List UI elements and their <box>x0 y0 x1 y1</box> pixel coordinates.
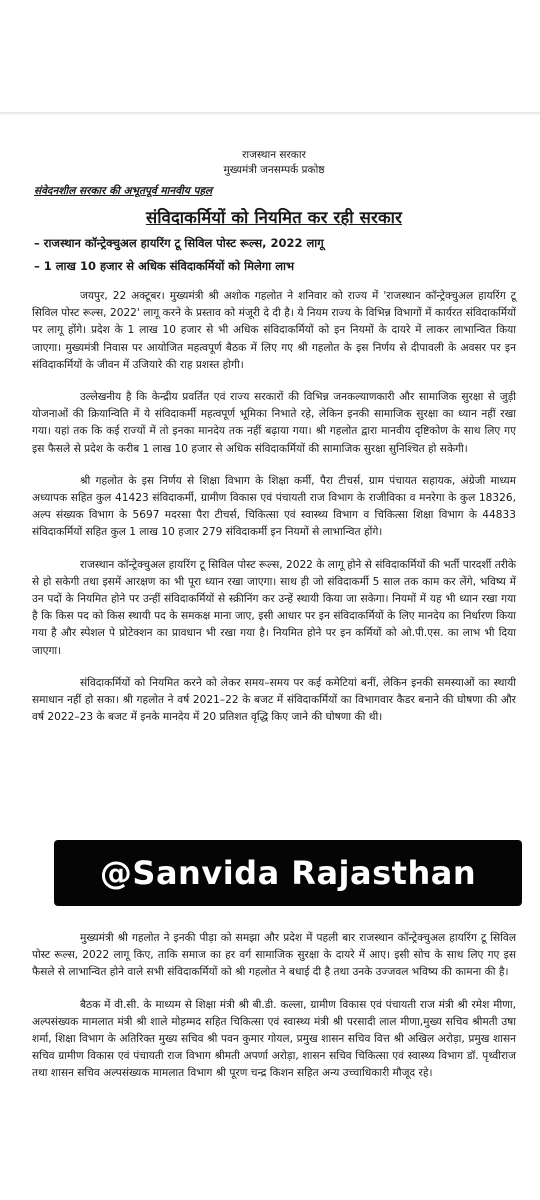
issuer-line-cell: मुख्यमंत्री जनसम्पर्क प्रकोष्ठ <box>223 164 325 176</box>
subheading-rules: – राजस्थान कॉन्ट्रेक्चुअल हायरिंग टू सिविल पोस्ट रूल्स, 2022 लागू <box>34 236 324 250</box>
paragraph-attendees: बैठक में वी.सी. के माध्यम से शिक्षा मंत्री श्री बी.डी. कल्ला, ग्रामीण विकास एवं पंचायती राज मंत्री श्री रमेश मीणा, अल्पसंख्यक मामलात मंत्री श्री शाले मोहम्मद सहित चिकित्सा एवं स्वास्थ्य मंत्री श्री परसादी लाल मीणा,मुख्य सचिव श्रीमती उषा शर्मा, शिक्षा विभाग के अतिरिक्त मुख्य सचिव श्री पवन कुमार गोयल, प्रमुख शासन सचिव वित्त श्री अखिल अरोड़ा, प्रमुख शासन सचिव ग्रामीण विकास एवं पंचायती राज विभाग श्रीमती अपर्णा अरोड़ा, शासन सचिव चिकित्सा एवं स्वास्थ्य विभाग डॉ. पृथ्वीराज तथा शासन सचिव अल्पसंख्यक मामलात विभाग श्री पूरण चन्द्र किशन सहित अन्य उच्चाधिकारी मौजूद रहे। <box>32 998 516 1080</box>
watermark-banner <box>54 840 522 906</box>
paragraph-beneficiaries: श्री गहलोत के इस निर्णय से शिक्षा विभाग के शिक्षा कर्मी, पैरा टीचर्स, ग्राम पंचायत सहायक, अंग्रेजी माध्यम अध्यापक सहित कुल 41423 संविदाकर्मी, ग्रामीण विकास एवं पंचायती राज विभाग के राजीविका व मनरेगा के कुल 18326, अल्प संख्यक विभाग के 5697 मदरसा पैरा टीचर्स, चिकित्सा एवं स्वास्थ्य विभाग व चिकित्सा शिक्षा विभाग के 44833 संविदाकर्मियों सहित कुल 1 लाख 10 हजार 279 संविदाकर्मी इन नियमों से लाभान्वित होंगे। <box>32 474 516 539</box>
watermark-text: @Sanvida Rajasthan <box>99 854 477 892</box>
paragraph-history: संविदाकर्मियों को नियमित करने को लेकर समय–समय पर कई कमेटियां बनीं, लेकिन इनकी समस्याओं का स्थायी समाधान नहीं हो सका। श्री गहलोत ने वर्ष 2021–22 के बजट में संविदाकर्मियों का विभागवार कैडर बनाने की घोषणा की और वर्ष 2022–23 के बजट में इनके मानदेय में 20 प्रतिशत वृद्धि किए जाने की घोषणा की थी। <box>32 676 516 724</box>
paragraph-context: उल्लेखनीय है कि केन्द्रीय प्रवर्तित एवं राज्य सरकारों की विभिन्न जनकल्याणकारी और सामाजिक सुरक्षा से जुड़ी योजनाओं की क्रियान्विति में ये संविदाकर्मी महत्वपूर्ण भूमिका निभाते रहे, लेकिन इनकी सामाजिक सुरक्षा का ध्यान नहीं रखा गया। यहां तक कि कई राज्यों में तो इनका मानदेय तक नहीं बढ़ाया गया। श्री गहलोत द्वारा मानवीय दृष्टिकोण के साथ लिए गए इस फैसले से प्रदेश के करीब 1 लाख 10 हजार से अधिक संविदाकर्मियों की सामाजिक सुरक्षा सुनिश्चित हो सकेगी। <box>32 391 516 455</box>
headline: संविदाकर्मियों को नियमित कर रही सरकार <box>145 208 403 227</box>
press-release-body-continued <box>32 930 516 1098</box>
tagline: संवेदनशील सरकार की अभूतपूर्व मानवीय पहल <box>34 185 213 197</box>
press-release-body <box>32 148 516 741</box>
issuer-line-government: राजस्थान सरकार <box>242 149 306 161</box>
paragraph-recruitment: राजस्थान कॉन्ट्रेक्चुअल हायरिंग टू सिविल पोस्ट रूल्स, 2022 के लागू होने से संविदाकर्मियों की भर्ती पारदर्शी तरीके से हो सकेगी तथा इसमें आरक्षण का भी पूरा ध्यान रखा जाएगा। साथ ही जो संविदाकर्मी 5 साल तक काम कर लेंगे, भविष्य में उन पदों के नियमित होने पर उन्हीं संविदाकर्मियों से स्क्रीनिंग कर उन्हें स्थायी किया जा सकेगा। नियमों में यह भी ध्यान रखा गया है कि किस पद को किस स्थायी पद के समकक्ष माना जाए, इसी आधार पर इन संविदाकर्मियों के लिए मानदेय का निर्धारण किया गया है और स्पेशल पे प्रोटेक्शन का प्रावधान भी रखा गया है। नियमित होने पर इन कर्मियों को ओ.पी.एस. का लाभ भी दिया जाएगा। <box>32 558 516 657</box>
page-fold-shadow <box>0 112 540 115</box>
subheading-benefit: – 1 लाख 10 हजार से अधिक संविदाकर्मियों को मिलेगा लाभ <box>34 259 295 273</box>
issuer-header <box>32 148 516 178</box>
paragraph-intro: जयपुर, 22 अक्टूबर। मुख्यमंत्री श्री अशोक गहलोत ने शनिवार को राज्य में 'राजस्थान कॉन्ट्रेक्चुअल हायरिंग टू सिविल पोस्ट रूल्स, 2022' लागू करने के प्रस्ताव को मंजूरी दे दी है। ये नियम राज्य के विभिन्न विभागों में कार्यरत संविदाकर्मियों पर लागू होंगे। प्रदेश के 1 लाख 10 हजार से भी अधिक संविदाकर्मियों को इन नियमों के दायरे में लाकर लाभान्वित किया जाएगा। मुख्यमंत्री निवास पर आयोजित महत्वपूर्ण बैठक में लिए गए श्री गहलोत के इस निर्णय से दीपावली के अवसर पर इन संविदाकर्मियों के जीवन में उजियारे की राह प्रशस्त होगी। <box>32 290 516 371</box>
paragraph-congratulations: मुख्यमंत्री श्री गहलोत ने इनकी पीड़ा को समझा और प्रदेश में पहली बार राजस्थान कॉन्ट्रेक्चुअल हायरिंग टू सिविल पोस्ट रूल्स, 2022 लागू किए, ताकि समाज का हर वर्ग सामाजिक सुरक्षा के दायरे में आए। इसी सोच के साथ लिए गए इस फैसले से लाभान्वित होने वाले सभी संविदाकर्मियों को श्री गहलोत ने बधाई दी है तथा उनके उज्जवल भविष्य की कामना की है। <box>32 932 516 979</box>
